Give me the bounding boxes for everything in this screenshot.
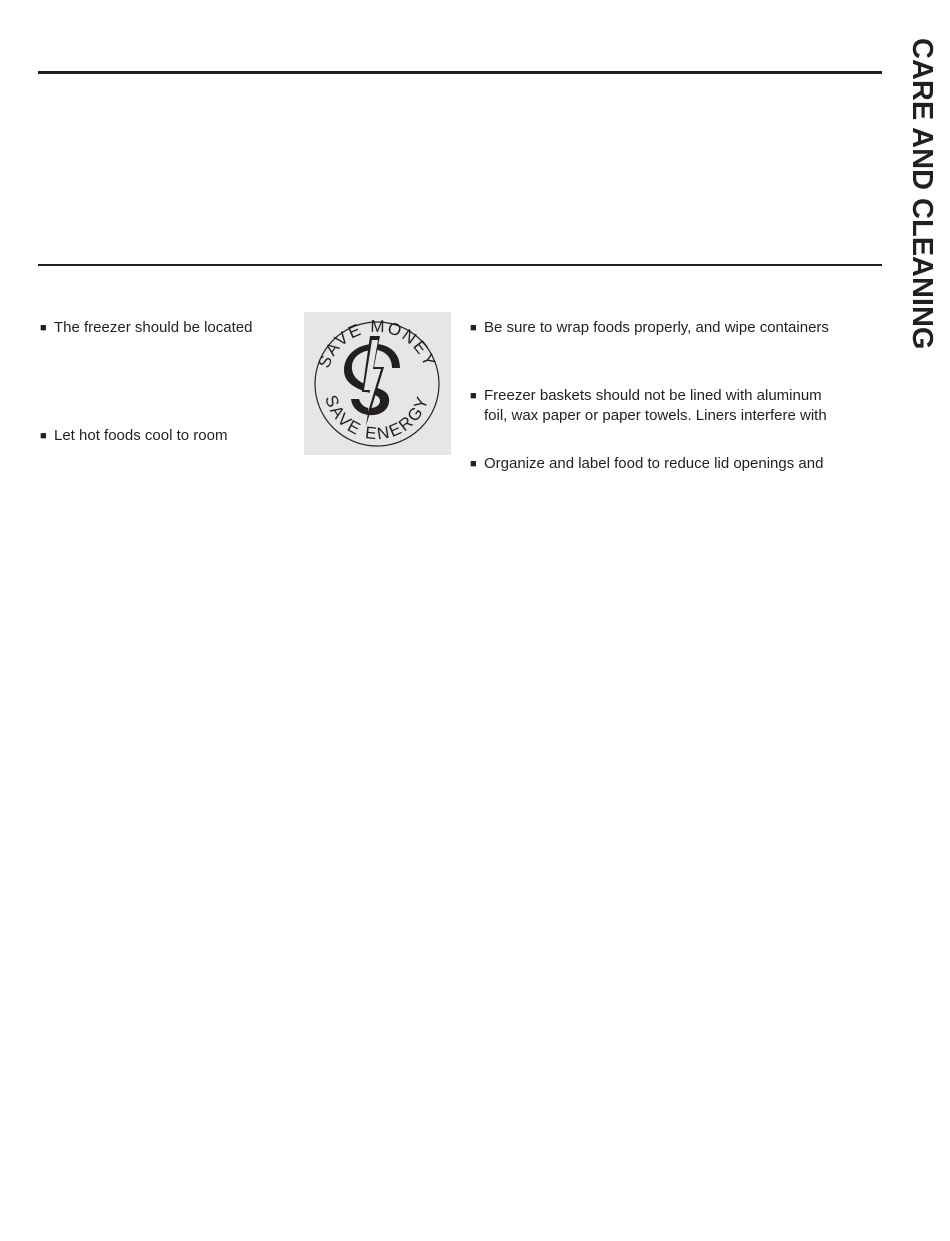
tip-freezer-location [40,318,252,338]
bullet-icon: ■ [470,458,477,470]
top-rule [38,71,882,74]
logo-bottom-text: SAVE ENERGY [321,392,433,444]
tip-text-line-1: Freezer baskets should not be lined with aluminum [484,387,822,404]
tip-text: Let hot foods cool to room [54,427,228,444]
tip-text: The freezer should be located [54,319,253,336]
section-rule [38,264,882,266]
bullet-icon: ■ [40,430,47,442]
tip-organize-label [470,454,823,474]
save-money-logo [304,312,451,455]
dollar-lightning-icon [344,336,400,426]
tip-text-line-2: foil, wax paper or paper towels. Liners interfere with [484,407,827,424]
tip-text: Be sure to wrap foods properly, and wipe containers [484,319,829,336]
save-money-save-energy-icon [304,312,451,455]
logo-top-text: SAVE MONEY [314,316,440,371]
tip-freezer-baskets [470,386,827,426]
side-tab [905,38,939,388]
tip-wrap-foods [470,318,829,338]
tip-cool-foods [40,426,227,446]
bullet-icon: ■ [470,390,477,402]
side-tab-title: CARE AND CLEANING [906,38,938,350]
tip-text: Organize and label food to reduce lid openings and [484,455,824,472]
bullet-icon: ■ [40,322,47,334]
bullet-icon: ■ [470,322,477,334]
